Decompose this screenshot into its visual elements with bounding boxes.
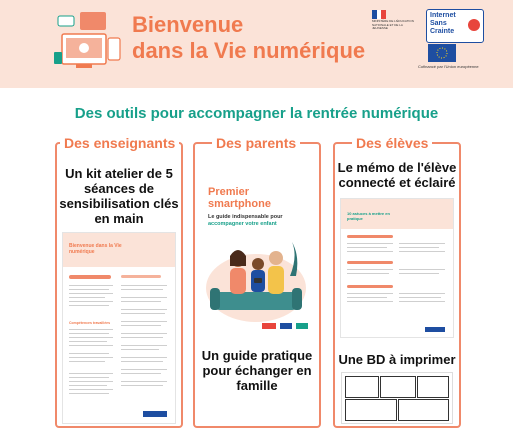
doc-line xyxy=(121,301,161,302)
doc-line xyxy=(69,389,113,390)
memo-line xyxy=(399,251,445,252)
doc-line xyxy=(121,309,167,310)
comic-panel xyxy=(398,399,449,421)
guide-footer-logos-icon xyxy=(262,322,310,330)
doc-line xyxy=(121,321,167,322)
memo-line xyxy=(347,293,393,294)
memo-line xyxy=(347,243,393,244)
doc-line xyxy=(121,385,163,386)
doc-line xyxy=(69,361,105,362)
memo-section-pill xyxy=(347,235,393,238)
doc-line xyxy=(69,377,109,378)
doc-line xyxy=(69,289,109,290)
footer-logos-icon xyxy=(143,411,167,417)
title-line-2: dans la Vie numérique xyxy=(132,38,366,63)
doc-section-title: Compétences travaillées xyxy=(69,321,111,325)
doc-line xyxy=(121,369,167,370)
memo-label: 10 astuces à mettre en pratique xyxy=(347,211,390,221)
doc-line xyxy=(121,373,161,374)
doc-label-pill xyxy=(121,275,161,278)
comic-panel xyxy=(417,376,449,398)
internet-sans-crainte-logo xyxy=(426,9,484,43)
doc-label-pill xyxy=(69,275,111,279)
doc-line xyxy=(69,293,113,294)
doc-line xyxy=(121,345,167,346)
card-enseignants-text: Un kit atelier de 5 séances de sensibilisation clés en main xyxy=(59,166,179,226)
doc-line xyxy=(69,329,113,330)
doc-line xyxy=(69,357,113,358)
bd-comic-thumbnail[interactable] xyxy=(341,372,453,424)
doc-line xyxy=(121,285,167,286)
doc-line xyxy=(69,353,109,354)
memo-line xyxy=(399,301,445,302)
doc-line xyxy=(69,345,113,346)
card-parents xyxy=(193,142,321,428)
eu-caption: Cofinancé par l'Union européenne xyxy=(418,64,479,69)
doc-line xyxy=(69,297,105,298)
page-title xyxy=(132,12,365,64)
devices-illustration-icon xyxy=(52,8,124,78)
ministere-text: MINISTÈRE DE L'ÉDUCATION NATIONALE ET DE LA JEUNESSE xyxy=(372,19,414,30)
card-heading-eleves: Des élèves xyxy=(352,135,432,151)
memo-line xyxy=(347,247,387,248)
doc-line xyxy=(121,349,159,350)
doc-title: Bienvenue dans la Vie numérique xyxy=(69,243,122,255)
guide-tagline-line-1: Le guide indispensable pour xyxy=(208,214,283,220)
doc-line xyxy=(121,381,167,382)
title-line-1: Bienvenue xyxy=(132,12,244,37)
comic-panel xyxy=(380,376,416,398)
memo-footer-logos-icon xyxy=(425,327,445,332)
doc-line xyxy=(121,297,167,298)
family-sofa-illustration-icon xyxy=(204,232,308,322)
eu-flag-icon xyxy=(428,44,456,62)
doc-line xyxy=(121,337,163,338)
doc-line xyxy=(69,305,109,306)
memo-line xyxy=(399,293,445,294)
memo-line xyxy=(399,273,439,274)
doc-line xyxy=(121,333,167,334)
doc-line xyxy=(69,285,113,286)
subtitle: Des outils pour accompagner la rentrée numérique xyxy=(74,105,439,122)
isc-logo-text: Internet Sans Crainte xyxy=(430,12,456,35)
guide-tagline-line-2: accompagner votre enfant xyxy=(208,221,277,227)
doc-line xyxy=(69,301,113,302)
kit-document-thumbnail[interactable] xyxy=(62,232,176,424)
comic-panel xyxy=(345,399,397,421)
memo-line xyxy=(399,297,441,298)
card-heading-parents: Des parents xyxy=(212,135,300,151)
doc-line xyxy=(121,325,161,326)
doc-line xyxy=(69,373,113,374)
doc-line xyxy=(69,341,107,342)
doc-line xyxy=(69,333,109,334)
doc-line xyxy=(121,289,163,290)
bd-heading: Une BD à imprimer xyxy=(338,352,456,367)
header-banner xyxy=(0,0,513,88)
memo-line xyxy=(347,251,393,252)
memo-section-pill xyxy=(347,261,393,264)
isc-dot-icon xyxy=(468,19,480,31)
doc-line xyxy=(121,313,165,314)
card-enseignants xyxy=(55,142,183,428)
doc-line xyxy=(121,357,167,358)
doc-line xyxy=(69,337,113,338)
memo-line xyxy=(347,301,393,302)
doc-line xyxy=(121,361,163,362)
doc-line xyxy=(69,393,109,394)
card-parents-text: Un guide pratique pour échanger en famille xyxy=(201,348,313,393)
memo-line xyxy=(347,273,389,274)
memo-line xyxy=(347,269,393,270)
doc-line xyxy=(69,385,107,386)
card-eleves xyxy=(333,142,461,428)
comic-panel xyxy=(345,376,379,398)
guide-cover-thumbnail[interactable] xyxy=(200,172,312,332)
memo-document-thumbnail[interactable] xyxy=(340,198,454,338)
memo-line xyxy=(347,297,387,298)
doc-line xyxy=(69,381,113,382)
memo-line xyxy=(399,247,439,248)
card-eleves-text: Le mémo de l'élève connecté et éclairé xyxy=(337,160,457,190)
card-heading-enseignants: Des enseignants xyxy=(60,135,179,151)
guide-title: Premier smartphone xyxy=(208,186,271,210)
ministere-logo xyxy=(372,10,418,38)
memo-section-pill xyxy=(347,285,393,288)
memo-line xyxy=(399,269,445,270)
memo-line xyxy=(399,243,445,244)
french-flag-icon xyxy=(372,10,386,19)
